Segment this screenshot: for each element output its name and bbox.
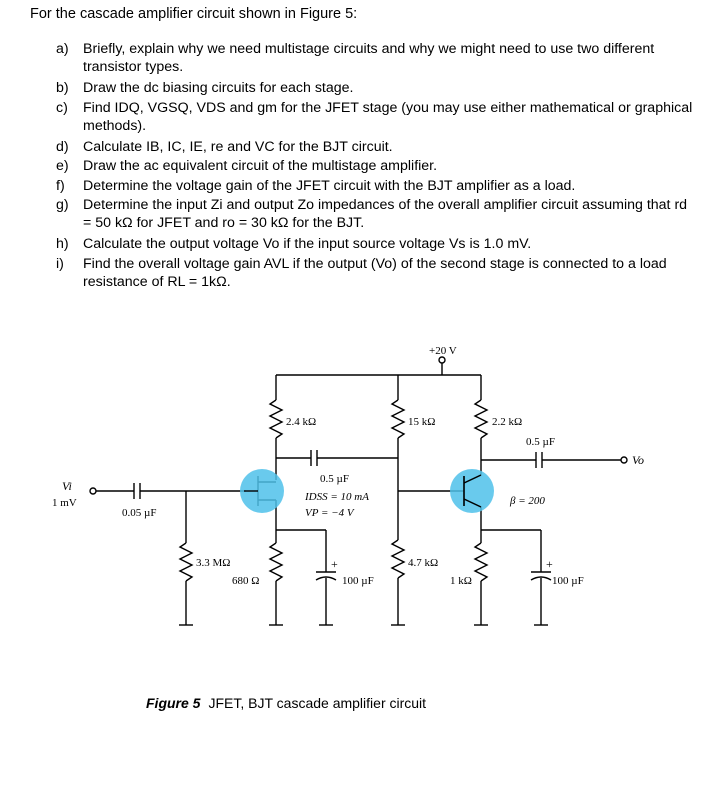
question-text: Draw the ac equivalent circuit of the multistage amplifier.	[83, 158, 438, 174]
question-b	[56, 79, 696, 97]
label-r-bias-bottom: 4.7 kΩ	[408, 557, 439, 569]
bjt-symbol	[450, 469, 494, 513]
question-letter: d)	[56, 139, 69, 155]
question-letter: b)	[56, 80, 69, 96]
label-c-couple: 0.5 µF	[320, 473, 349, 485]
question-text: Determine the voltage gain of the JFET circuit with the BJT amplifier as a load.	[83, 178, 576, 194]
label-vp: VP = −4 V	[305, 507, 354, 519]
circuit-figure	[36, 330, 676, 660]
svg-text:+: +	[546, 557, 553, 571]
label-c-emitter: 100 µF	[552, 575, 584, 587]
question-letter: e)	[56, 158, 69, 174]
label-supply: +20 V	[429, 345, 457, 357]
question-letter: c)	[56, 100, 68, 116]
label-r-gate: 3.3 MΩ	[196, 557, 231, 569]
question-d	[56, 138, 696, 156]
question-text: Draw the dc biasing circuits for each stage.	[83, 80, 354, 96]
question-text: Briefly, explain why we need multistage circuits and why we might need to use two different transistor types.	[83, 41, 655, 75]
label-r-bias-top: 15 kΩ	[408, 416, 436, 428]
label-r-drain: 2.4 kΩ	[286, 416, 317, 428]
question-i	[56, 255, 696, 291]
label-r-emitter: 1 kΩ	[450, 575, 472, 587]
question-letter: a)	[56, 41, 69, 57]
label-idss: IDSS = 10 mA	[305, 491, 369, 503]
question-text: Find the overall voltage gain AVL if the output (Vo) of the second stage is connected to a load resistance of RL = 1kΩ.	[83, 256, 667, 290]
question-e	[56, 157, 696, 175]
label-c-out: 0.5 µF	[526, 436, 555, 448]
label-r-source: 680 Ω	[232, 575, 260, 587]
question-f	[56, 177, 696, 195]
label-r-collector: 2.2 kΩ	[492, 416, 523, 428]
question-letter: i)	[56, 256, 64, 272]
label-beta: β = 200	[510, 495, 545, 507]
svg-text:+: +	[331, 557, 338, 571]
question-letter: g)	[56, 197, 69, 213]
label-vo: Vo	[632, 453, 644, 467]
figure-label: Figure 5	[146, 695, 201, 711]
question-letter: f)	[56, 178, 65, 194]
label-vi-value: 1 mV	[52, 497, 77, 509]
question-h	[56, 235, 696, 253]
question-a	[56, 40, 696, 76]
question-g	[56, 196, 696, 232]
figure-caption-text: JFET, BJT cascade amplifier circuit	[208, 695, 427, 711]
question-letter: h)	[56, 236, 69, 252]
question-text: Calculate the output voltage Vo if the input source voltage Vs is 1.0 mV.	[83, 236, 532, 252]
label-vi: Vi	[62, 479, 72, 493]
question-text: Calculate IB, IC, IE, re and VC for the BJT circuit.	[83, 139, 393, 155]
label-c-in: 0.05 µF	[122, 507, 157, 519]
label-c-source: 100 µF	[342, 575, 374, 587]
question-text: Find IDQ, VGSQ, VDS and gm for the JFET stage (you may use either mathematical or graphical methods).	[83, 100, 693, 134]
figure-caption	[146, 695, 426, 711]
intro-text: For the cascade amplifier circuit shown in Figure 5:	[30, 6, 358, 22]
question-c	[56, 99, 696, 135]
question-text: Determine the input Zi and output Zo impedances of the overall amplifier circuit assuming that rd = 50 kΩ for JFET and ro = 30 kΩ for the BJT.	[83, 197, 688, 231]
